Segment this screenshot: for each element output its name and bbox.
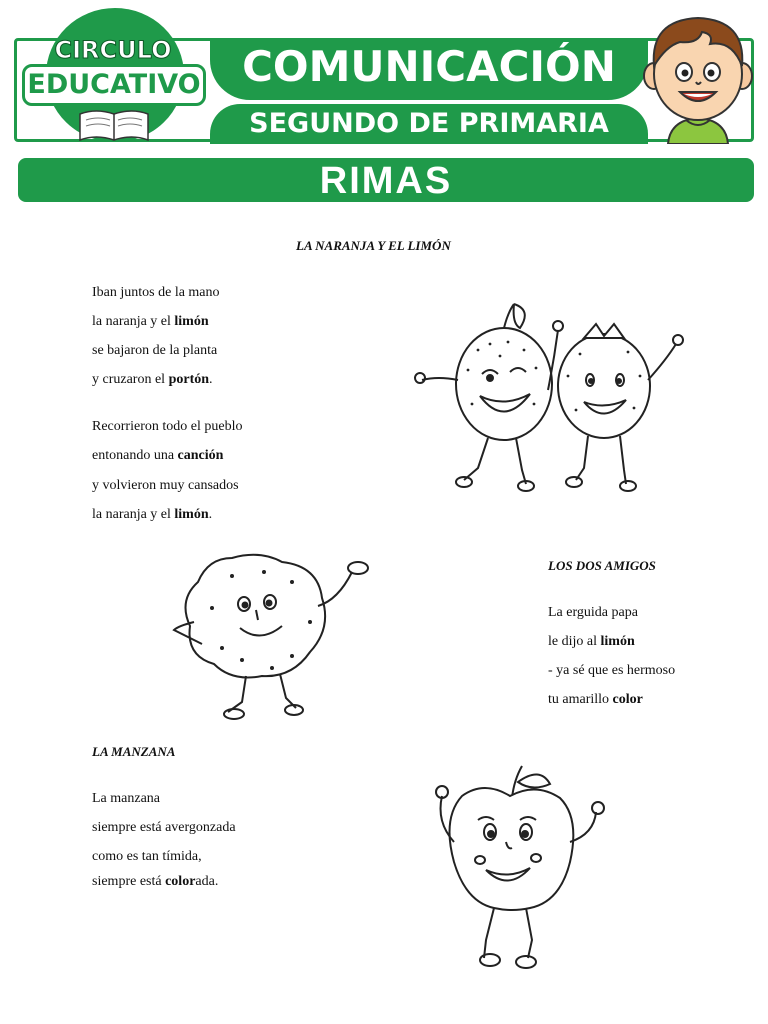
poem-title: LA NARANJA Y EL LIMÓN	[296, 238, 451, 253]
logo-text-bottom: EDUCATIVO	[22, 64, 206, 106]
page-title: COMUNICACIÓN	[242, 42, 616, 91]
logo-badge	[16, 8, 210, 142]
potato-illustration	[172, 552, 382, 729]
poem-line: como es tan tímida,	[92, 849, 202, 864]
poem-line: La erguida papa	[548, 605, 638, 620]
orange-and-lemon-illustration	[408, 300, 688, 505]
book-icon	[78, 108, 150, 142]
poem-line: siempre está colorada.	[92, 874, 219, 889]
section-title: RIMAS	[319, 160, 453, 202]
poem-line: siempre está avergonzada	[92, 820, 236, 835]
poem-line: la naranja y el limón	[92, 314, 209, 329]
poem-line: la naranja y el limón.	[92, 507, 213, 522]
poem-line: y cruzaron el portón.	[92, 372, 213, 387]
poem-line: - ya sé que es hermoso	[548, 663, 676, 678]
poem-line: Recorrieron todo el pueblo	[92, 419, 243, 434]
page-subtitle: SEGUNDO DE PRIMARIA	[249, 108, 609, 139]
kid-mascot-icon	[640, 10, 756, 144]
header	[14, 8, 756, 146]
poem-line: Iban juntos de la mano	[92, 285, 220, 300]
poem-line: y volvieron muy cansados	[92, 478, 239, 493]
poem-line: le dijo al limón	[548, 634, 635, 649]
poem-line: entonando una canción	[92, 448, 224, 463]
apple-illustration	[414, 762, 614, 977]
poem-line: tu amarillo color	[548, 692, 643, 707]
poem-title: LA MANZANA	[92, 744, 176, 759]
poem-line: La manzana	[92, 791, 161, 806]
poem-line: se bajaron de la planta	[92, 343, 218, 358]
poem-title: LOS DOS AMIGOS	[548, 558, 656, 573]
logo-text-top: CIRCULO	[54, 36, 172, 64]
